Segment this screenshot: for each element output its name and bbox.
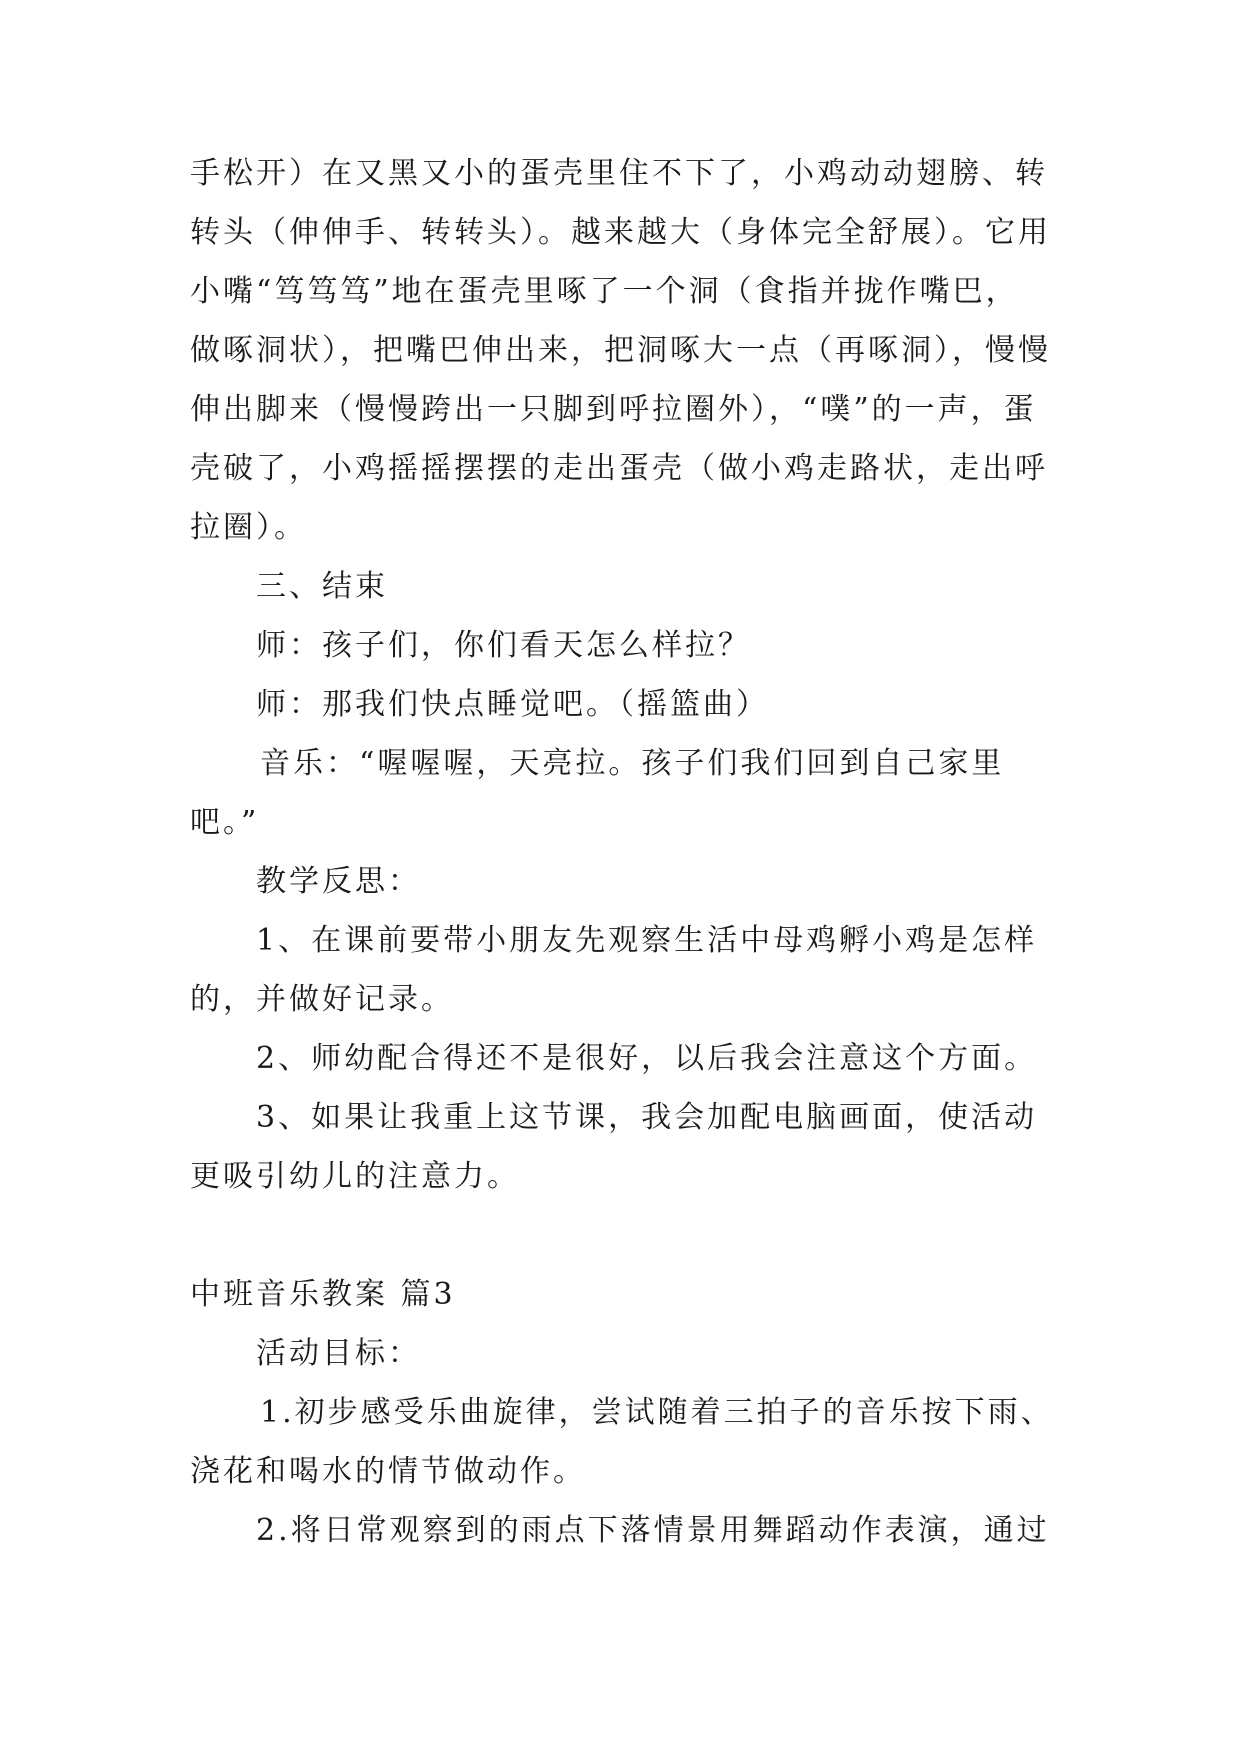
music-line: 音乐：“喔喔喔，天亮拉。孩子们我们回到自己家里 (260, 746, 1005, 781)
paragraph-line: 伸出脚来（慢慢跨出一只脚到呼拉圈外），“噗”的一声，蛋 (190, 392, 1037, 427)
document-body (190, 144, 1060, 1560)
goal-item-continued: 浇花和喝水的情节做动作。 (190, 1454, 586, 1489)
reflection-item: 3、如果让我重上这节课，我会加配电脑画面，使活动 (256, 1100, 1038, 1135)
paragraph-line: 小嘴“笃笃笃”地在蛋壳里啄了一个洞（食指并拢作嘴巴， (190, 274, 1019, 309)
lesson-title: 中班音乐教案 篇3 (190, 1277, 456, 1312)
teacher-line: 师：那我们快点睡觉吧。（摇篮曲） (256, 687, 769, 722)
paragraph-line: 做啄洞状），把嘴巴伸出来，把洞啄大一点（再啄洞），慢慢 (190, 333, 1051, 368)
paragraph-line: 手松开）在又黑又小的蛋壳里住不下了，小鸡动动翅膀、转 (190, 156, 1048, 191)
reflection-item-continued: 的，并做好记录。 (190, 982, 454, 1017)
reflection-item: 2、师幼配合得还不是很好，以后我会注意这个方面。 (256, 1041, 1038, 1076)
paragraph-line: 转头（伸伸手、转转头）。越来越大（身体完全舒展）。它用 (190, 215, 1051, 250)
goals-heading: 活动目标： (256, 1336, 421, 1371)
reflection-item-continued: 更吸引幼儿的注意力。 (190, 1159, 520, 1194)
reflection-item: 1、在课前要带小朋友先观察生活中母鸡孵小鸡是怎样 (256, 923, 1038, 958)
music-line-continued: 吧。” (190, 805, 260, 840)
goal-item: 1.初步感受乐曲旋律，尝试随着三拍子的音乐按下雨、 (260, 1395, 1054, 1430)
section-heading-end: 三、结束 (256, 569, 388, 604)
teacher-line: 师：孩子们，你们看天怎么样拉？ (256, 628, 751, 663)
goal-item: 2.将日常观察到的雨点下落情景用舞蹈动作表演，通过 (256, 1513, 1050, 1548)
paragraph-line: 壳破了，小鸡摇摇摆摆的走出蛋壳（做小鸡走路状，走出呼 (190, 451, 1048, 486)
section-spacer (190, 1206, 1060, 1265)
reflection-heading: 教学反思： (256, 864, 421, 899)
paragraph-line: 拉圈）。 (190, 510, 307, 545)
